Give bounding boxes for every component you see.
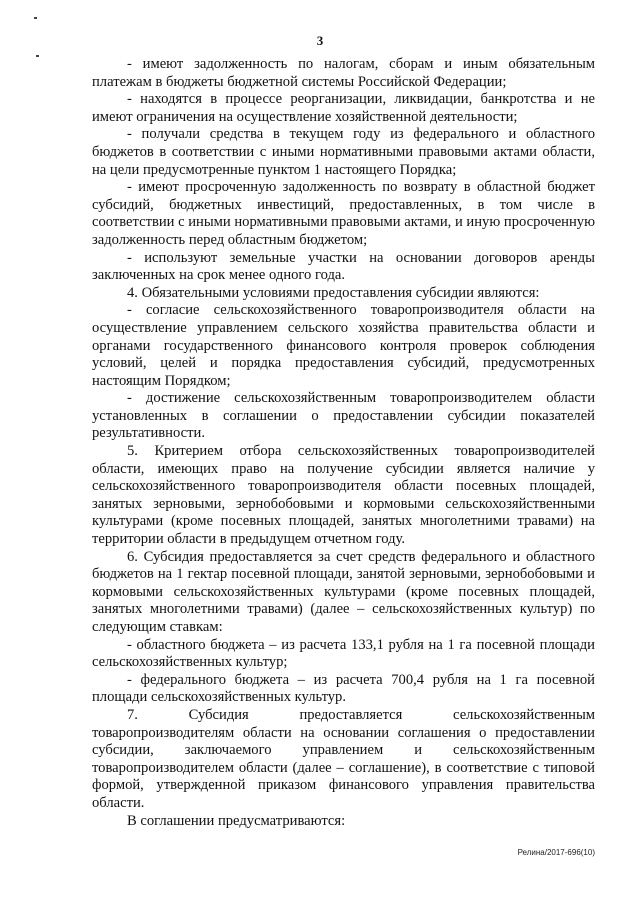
paragraph: - имеют задолженность по налогам, сборам и иным обязательным платежам в бюджеты бюджетной системы Российской Федерации; [92,56,595,90]
paragraph: В соглашении предусматриваются: [127,812,346,829]
paragraph: - находятся в процессе реорганизации, ликвидации, банкротства и не имеют ограничения на осуществление хозяйственной деятельности; [92,91,595,125]
paragraph: - используют земельные участки на основании договоров аренды заключенных на срок менее одного года. [92,249,595,284]
paragraph: 7. Субсидия предоставляется сельскохозяйственным товаропроизводителям области на основании соглашения о предоставлении субсидии, заключаемого управлением и сельскохозяйственным товаропроизводителем области (далее – соглашение), в соответствие с типовой формой, утвержденной приказом финансового управления правительства области. [92,706,595,811]
paragraph: - получали средства в текущем году из федерального и областного бюджетов в соответствии с иными нормативными правовыми актами области, на цели предусмотренные пунктом 1 настоящего Порядка; [92,126,595,178]
paragraph: 5. Критерием отбора сельскохозяйственных товаропроизводителей области, имеющих право на получение субсидии является наличие у сельскохозяйственного товаропроизводителя области посевных площадей, занятых зерновыми, зернобобовыми и кормовыми сельскохозяйственными культурами (кроме посевных площадей, занятых многолетними травами) на территории области в предыдущем отчетном году. [92,443,595,548]
paragraph: 4. Обязательными условиями предоставления субсидии являются: [127,284,540,301]
document-body [92,56,595,830]
scan-artifact [34,17,37,19]
page-number: 3 [316,33,324,48]
paragraph: - имеют просроченную задолженность по возврату в областной бюджет субсидий, бюджетных инвестиций, предоставленных, в том числе в соответствии с иными нормативными правовыми актами, и иную просроченную задолженность перед областным бюджетом; [92,179,595,248]
paragraph: - федерального бюджета – из расчета 700,4 рубля на 1 га посевной площади сельскохозяйственных культур. [92,671,595,706]
paragraph: - областного бюджета – из расчета 133,1 рубля на 1 га посевной площади сельскохозяйственных культур; [92,636,595,671]
paragraph: - достижение сельскохозяйственным товаропроизводителем области установленных в соглашении о предоставлении субсидии показателей результативности. [92,390,595,442]
paragraph: 6. Субсидия предоставляется за счет средств федерального и областного бюджетов на 1 гектар посевной площади, занятой зерновыми, зернобобовыми и кормовыми сельскохозяйственных культурами (кроме посевных площадей, занятых многолетними травами) (далее – сельскохозяйственных культур) по следующим ставкам: [92,548,595,635]
document-code: Релина/2017-696(10) [517,848,595,857]
scan-artifact [36,55,39,57]
paragraph: - согласие сельскохозяйственного товаропроизводителя области на осуществление управлением сельского хозяйства правительства области и органами государственного финансового контроля проверок соблюдения условий, целей и порядка предоставления субсидий, предусмотренных настоящим Порядком; [92,302,595,389]
